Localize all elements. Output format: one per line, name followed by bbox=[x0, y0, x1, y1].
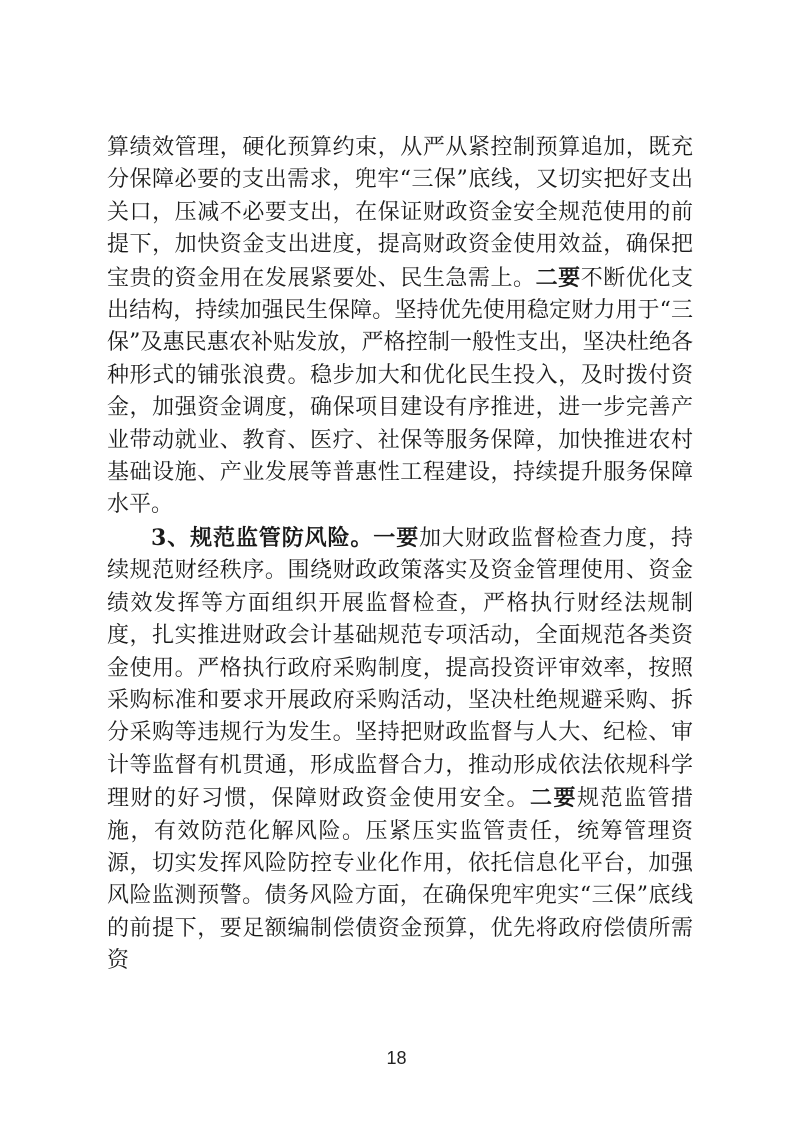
section-heading-regulation: 3、规范监管防风险。 bbox=[151, 524, 374, 551]
paragraph1-text-part1: 算绩效管理，硬化预算约束，从严从紧控制预算追加，既充分保障必要的支出需求，兜牢“三保”底线，又切实把好支出关口，压减不必要支出，在保证财政资金安全规范使用的前提下，加快资金支出进度，提高财政资金使用效益，确保把宝贵的资金用在发展紧要处、民生急需上。 bbox=[107, 135, 693, 291]
paragraph2-bold-first-point: 一要 bbox=[373, 524, 420, 551]
paragraph1-text-part2: 不断优化支出结构，持续加强民生保障。坚持优先使用稳定财力用于“三保”及惠民惠农补贴发放，严格控制一般性支出，坚决杜绝各种形式的铺张浪费。稳步加大和优化民生投入，及时拨付资金，加强资金调度，确保项目建设有序推进，进一步完善产业带动就业、教育、医疗、社保等服务保障，加快推进农村基础设施、产业发展等普惠性工程建设，持续提升服务保障水平。 bbox=[107, 265, 693, 518]
body-text bbox=[107, 132, 693, 978]
paragraph-expenditure-management bbox=[107, 132, 693, 522]
paragraph2-text-part1: 加大财政监督检查力度，持续规范财经秩序。围绕财政政策落实及资金管理使用、资金绩效发挥等方面组织开展监督检查，严格执行财经法规制度，扎实推进财政会计基础规范专项活动，全面规范各类资金使用。严格执行政府采购制度，提高投资评审效率，按照采购标准和要求开展政府采购活动，坚决杜绝规避采购、拆分采购等违规行为发生。坚持把财政监督与人大、纪检、审计等监督有机贯通，形成监督合力，推动形成依法依规科学理财的好习惯，保障财政资金使用安全。 bbox=[107, 525, 693, 812]
paragraph1-bold-second-point: 二要 bbox=[535, 264, 581, 291]
paragraph2-text-part2: 规范监管措施，有效防范化解风险。压紧压实监管责任，统筹管理资源，切实发挥风险防控专业化作用，依托信息化平台，加强风险监测预警。债务风险方面，在确保兜牢兜实“三保”底线的前提下，要足额编制偿债资金预算，优先将政府偿债所需资 bbox=[107, 786, 693, 974]
paragraph-regulation-risk bbox=[107, 522, 693, 978]
page-number: 18 bbox=[386, 1048, 407, 1068]
paragraph2-bold-second-point: 二要 bbox=[529, 785, 577, 812]
